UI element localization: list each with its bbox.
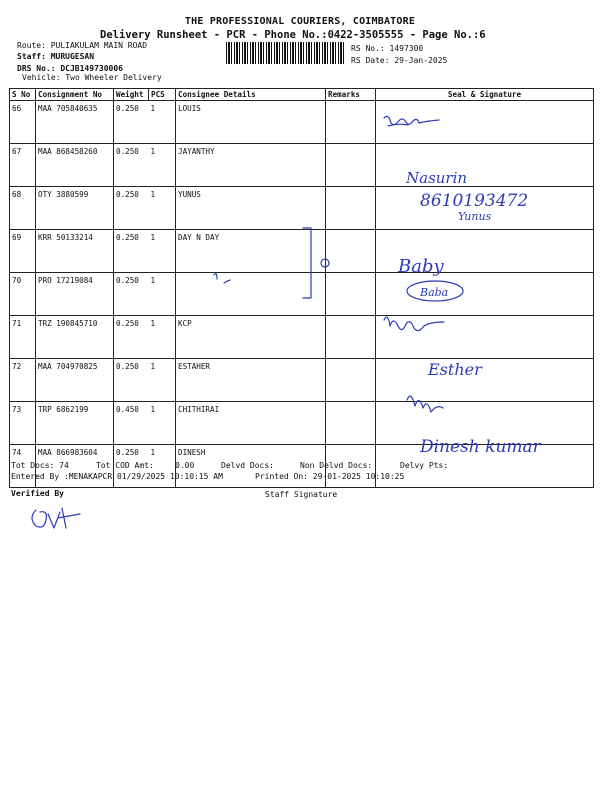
cell-sno: 69 xyxy=(10,230,36,273)
signature-row-70-name: Baby xyxy=(398,256,444,277)
cell-weight: 0.250 xyxy=(114,273,149,316)
cell-consignee: ESTAHER xyxy=(176,359,326,402)
col-header-pcs: PCS xyxy=(149,89,176,101)
cell-weight: 0.250 xyxy=(114,144,149,187)
verified-by-signature xyxy=(32,508,80,528)
cell-pcs: 1 xyxy=(149,101,176,144)
cell-sno: 66 xyxy=(10,101,36,144)
delivery-points: Delvy Pts: xyxy=(400,461,449,470)
col-header-weight: Weight xyxy=(114,89,149,101)
remark-circle-mark xyxy=(321,259,329,267)
cell-sno: 71 xyxy=(10,316,36,359)
cell-pcs: 1 xyxy=(149,316,176,359)
cell-weight: 0.250 xyxy=(114,445,149,488)
signature-row-70-oval-text: Baba xyxy=(420,286,449,299)
cell-consignment: KRR 50133214 xyxy=(36,230,114,273)
printed-on: Printed On: 29-01-2025 10:10:25 xyxy=(255,472,405,481)
total-cod-label: Tot COD Amt: xyxy=(96,461,154,470)
staff-label: Staff: MURUGESAN xyxy=(17,52,95,61)
signature-row-68-phone: 8610193472 xyxy=(420,191,529,211)
cell-sno: 74 xyxy=(10,445,36,488)
cell-consignment: PRO 17219084 xyxy=(36,273,114,316)
cell-consignment: MAA 868458260 xyxy=(36,144,114,187)
signature-row-66 xyxy=(384,116,439,124)
cell-weight: 0.250 xyxy=(114,101,149,144)
delivered-docs: Delvd Docs: xyxy=(221,461,274,470)
cell-weight: 0.450 xyxy=(114,402,149,445)
total-docs: Tot Docs: 74 xyxy=(11,461,69,470)
cell-consignment: TRZ 190845710 xyxy=(36,316,114,359)
cell-consignee: CHITHIRAI xyxy=(176,402,326,445)
cell-consignment: TRP 6862199 xyxy=(36,402,114,445)
cell-consignment: MAA 705840635 xyxy=(36,101,114,144)
non-delivered-docs: Non Delvd Docs: xyxy=(300,461,373,470)
cell-consignee: JAYANTHY xyxy=(176,144,326,187)
signature-row-68-initial: Yunus xyxy=(458,210,492,223)
cell-consignee: DINESH xyxy=(176,445,326,488)
cell-pcs: 1 xyxy=(149,445,176,488)
cell-consignment: MAA 704970825 xyxy=(36,359,114,402)
cell-sno: 73 xyxy=(10,402,36,445)
route-label: Route: PULIAKULAM MAIN ROAD xyxy=(17,41,148,50)
signature-row-72-name: Esther xyxy=(428,360,482,379)
col-header-consignment: Consignment No xyxy=(36,89,114,101)
entered-by: Entered By :MENAKAPCR 01/29/2025 10:10:15 AM xyxy=(11,472,223,481)
cell-weight: 0.250 xyxy=(114,359,149,402)
vehicle-label: Vehicle: Two Wheeler Delivery xyxy=(22,73,162,82)
cell-consignee: YUNUS xyxy=(176,187,326,230)
col-header-consignee: Consignee Details xyxy=(176,89,326,101)
cell-weight: 0.250 xyxy=(114,187,149,230)
staff-signature-label: Staff Signature xyxy=(265,490,338,499)
cell-pcs: 1 xyxy=(149,230,176,273)
cell-pcs: 1 xyxy=(149,402,176,445)
cell-weight: 0.250 xyxy=(114,230,149,273)
cell-pcs: 1 xyxy=(149,359,176,402)
verified-by-label: Verified By xyxy=(11,489,64,498)
cell-pcs: 1 xyxy=(149,144,176,187)
rs-number: RS No.: 1497300 xyxy=(351,44,424,53)
total-cod-value: 0.00 xyxy=(175,461,195,470)
company-title: THE PROFESSIONAL COURIERS, COIMBATORE xyxy=(184,16,416,27)
col-header-sno: S No xyxy=(10,89,36,101)
cell-consignment: OTY 3880599 xyxy=(36,187,114,230)
cell-consignee: DAY N DAY xyxy=(176,230,326,273)
cell-consignee: KCP xyxy=(176,316,326,359)
rs-date: RS Date: 29-Jan-2025 xyxy=(351,56,448,65)
cell-sno: 72 xyxy=(10,359,36,402)
col-header-remarks: Remarks xyxy=(326,89,376,101)
cell-pcs: 1 xyxy=(149,187,176,230)
signature-row-74-name: Dinesh kumar xyxy=(420,437,541,457)
cell-sno: 70 xyxy=(10,273,36,316)
cell-sno: 67 xyxy=(10,144,36,187)
cell-weight: 0.250 xyxy=(114,316,149,359)
signature-row-71 xyxy=(384,317,444,330)
cell-consignment: MAA 866983604 xyxy=(36,445,114,488)
cell-sno: 68 xyxy=(10,187,36,230)
drs-number: DRS No.: DCJB149730006 xyxy=(17,64,123,73)
col-header-seal: Seal & Signature xyxy=(376,89,594,101)
signature-row-68-name: Nasurin xyxy=(406,169,468,187)
signature-row-73 xyxy=(407,396,443,412)
cell-pcs: 1 xyxy=(149,273,176,316)
remark-bracket-mark xyxy=(303,228,311,298)
cell-consignee: LOUIS xyxy=(176,101,326,144)
runsheet-subtitle: Delivery Runsheet - PCR - Phone No.:0422-3505555 - Page No.:6 xyxy=(100,29,486,41)
